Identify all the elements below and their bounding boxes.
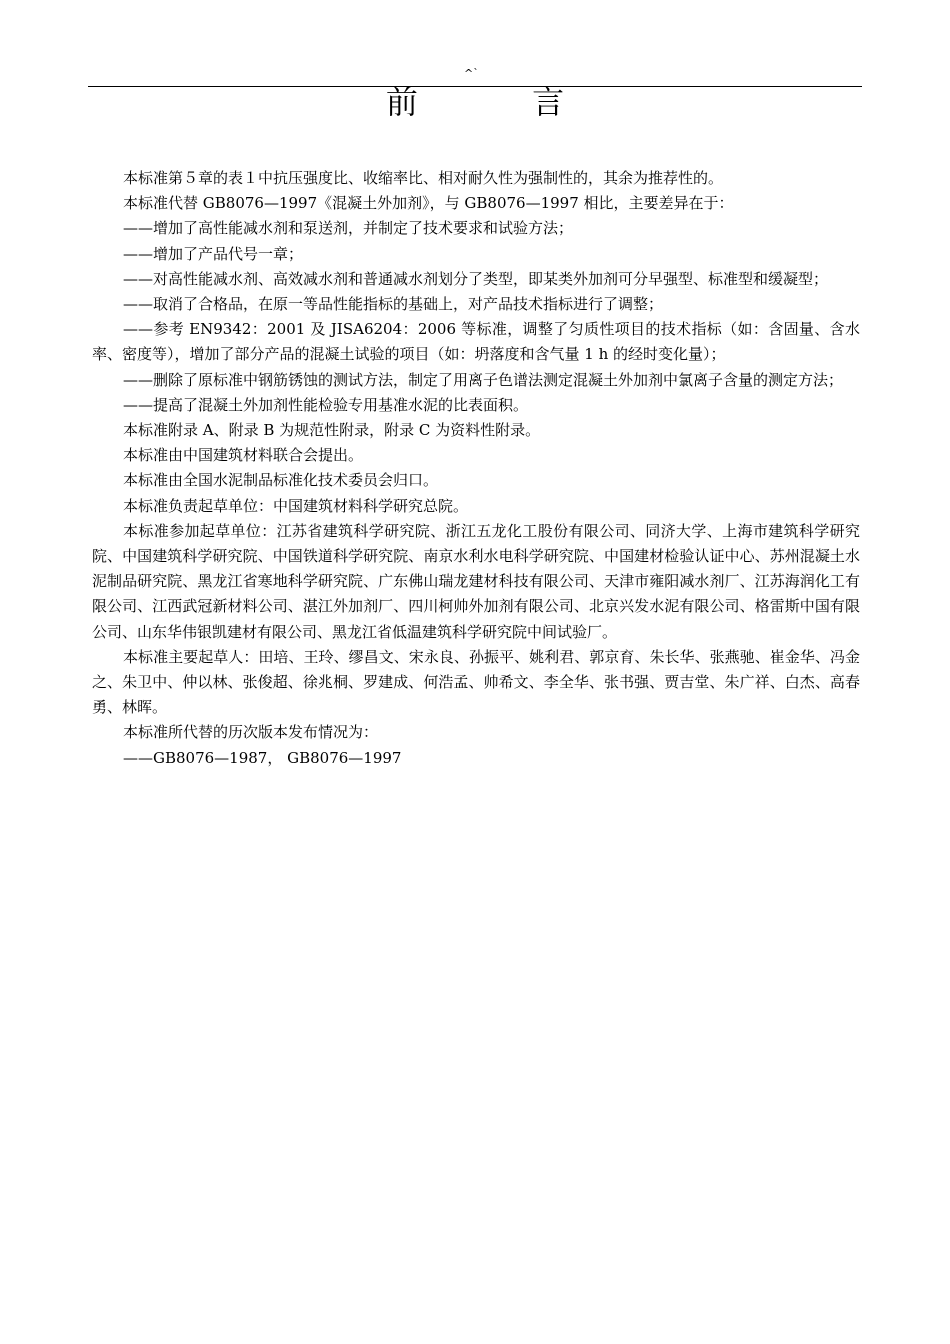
- paragraph: ——GB8076—1987， GB8076—1997: [123, 748, 402, 767]
- paragraph: 本标准参加起草单位：江苏省建筑科学研究院、浙江五龙化工股份有限公司、同济大学、上海市建筑科学研究院、中国建筑科学研究院、中国铁道科学研究院、南京水利水电科学研究院、中国建材检验认证中心、苏州混凝土水泥制品研究院、黑龙江省寒地科学研究院、广东佛山瑞龙建材科技有限公司、天津市雍阳减水剂厂、江苏海润化工有限公司、江西武冠新材料公司、湛江外加剂厂、四川柯帅外加剂有限公司、北京兴发水泥有限公司、格雷斯中国有限公司、山东华伟银凯建材有限公司、黑龙江省低温建筑科学研究院中间试验厂。: [92, 521, 860, 641]
- paragraph: 本标准附录 A、附录 B 为规范性附录，附录 C 为资料性附录。: [123, 421, 541, 440]
- paragraph: 本标准所代替的历次版本发布情况为：: [123, 723, 379, 742]
- paragraph: ——参考 EN9342：2001 及 JISA6204：2006 等标准，调整了匀质性项目的技术指标（如：含固量、含水率、密度等），增加了部分产品的混凝土试验的项目（如：坍落度和含气量 1 h 的经时变化量）；: [92, 320, 860, 364]
- paragraph: ——对高性能减水剂、高效减水剂和普通减水剂划分了类型，即某类外加剂可分早强型、标准型和缓凝型；: [123, 269, 829, 288]
- header-mark: ^`: [464, 67, 479, 80]
- foreword-body: [92, 166, 860, 771]
- paragraph: 本标准主要起草人：田培、王玲、缪昌文、宋永良、孙振平、姚利君、郭京育、朱长华、张燕驰、崔金华、冯金之、朱卫中、仲以林、张俊超、徐兆桐、罗建成、何浩孟、帅希文、李全华、张书强、贾吉堂、朱广祥、白杰、高春勇、林晖。: [92, 647, 860, 717]
- paragraph: 本标准由中国建筑材料联合会提出。: [123, 446, 364, 465]
- paragraph: ——取消了合格品，在原一等品性能指标的基础上，对产品技术指标进行了调整；: [123, 295, 664, 314]
- paragraph: ——增加了高性能减水剂和泵送剂，并制定了技术要求和试验方法；: [123, 219, 574, 238]
- paragraph: 本标准由全国水泥制品标准化技术委员会归口。: [123, 471, 439, 490]
- paragraph: 本标准负责起草单位：中国建筑材料科学研究总院。: [123, 496, 469, 515]
- paragraph: ——增加了产品代号一章；: [123, 244, 304, 263]
- paragraph: 本标准代替 GB8076—1997《混凝土外加剂》，与 GB8076—1997 相比，主要差异在于：: [123, 194, 734, 213]
- page-title: 前 言: [385, 83, 617, 121]
- paragraph: ——提高了混凝土外加剂性能检验专用基准水泥的比表面积。: [123, 395, 529, 414]
- paragraph: ——删除了原标准中钢筋锈蚀的测试方法，制定了用离子色谱法测定混凝土外加剂中氯离子含量的测定方法；: [123, 370, 844, 389]
- paragraph: 本标准第５章的表１中抗压强度比、收缩率比、相对耐久性为强制性的，其余为推荐性的。: [123, 169, 724, 187]
